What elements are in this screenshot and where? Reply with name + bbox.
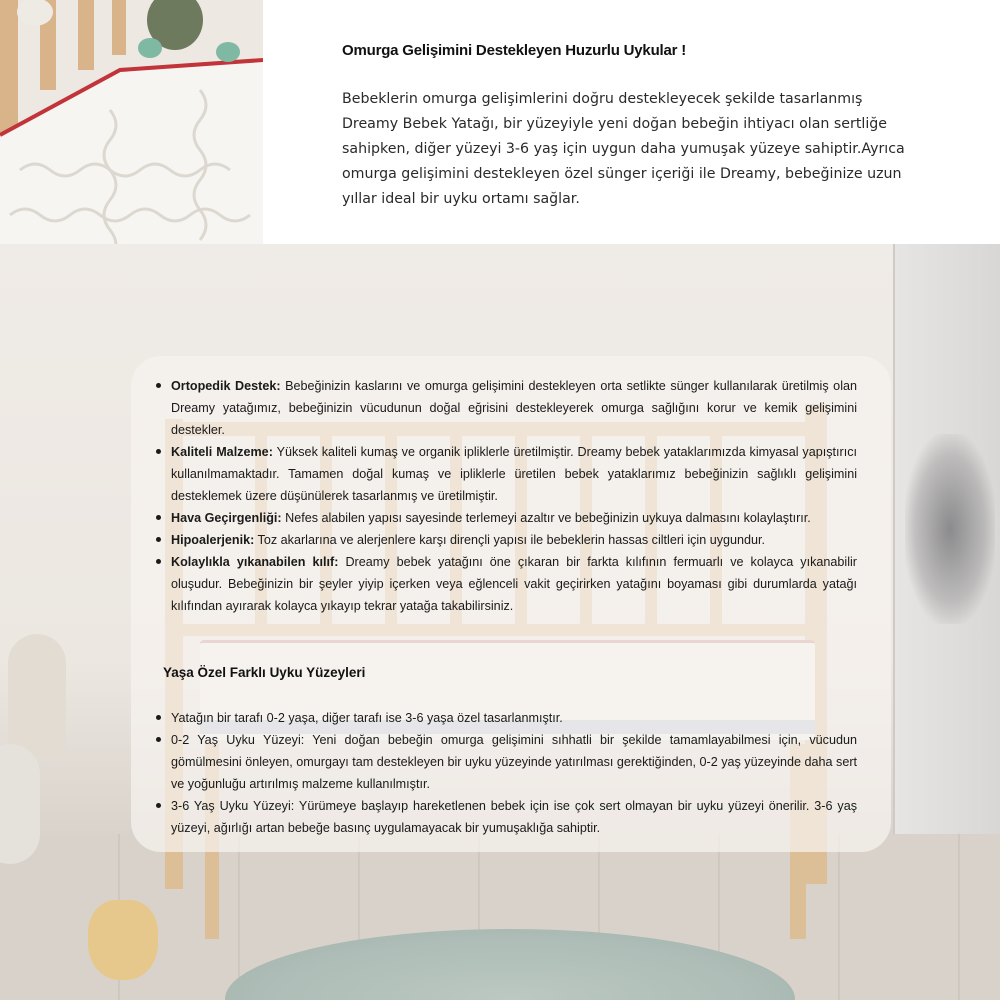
intro-title: Omurga Gelişimini Destekleyen Huzurlu Uykular ! [342, 42, 687, 59]
toy-duck [88, 900, 158, 980]
feature-text: Toz akarlarına ve alerjenlere karşı dirençli yapısı ile bebeklerin hassas ciltleri için uygundur. [254, 533, 766, 547]
surfaces-heading: Yaşa Özel Farklı Uyku Yüzeyleri [163, 665, 366, 680]
feature-label: Kolaylıkla yıkanabilen kılıf: [171, 555, 339, 569]
wall-paint-stroke [905, 434, 995, 624]
feature-text: Yüksek kaliteli kumaş ve organik ipliklerle üretilmiştir. Dreamy bebek yataklarımızda kimyasal yapıştırıcı kullanılmamaktadır. Tamamen doğal kumaş ve ipliklerle üretilen bebek yataklarımız bebeğinizin sağlıklı gelişimini desteklemek üzere düşünülerek tasarlanmış ve üretilmiştir. [171, 445, 857, 503]
feature-text: Nefes alabilen yapısı sayesinde terlemeyi azaltır ve bebeğinizin uykuya dalmasını kolaylaştırır. [281, 511, 811, 525]
feature-label: Hava Geçirgenliği: [171, 511, 282, 525]
rocket-decor [8, 634, 66, 754]
feature-label: Hipoalerjenik: [171, 533, 255, 547]
list-item: Yatağın bir tarafı 0-2 yaşa, diğer tarafı ise 3-6 yaşa özel tasarlanmıştır. [171, 707, 857, 729]
surfaces-list [171, 707, 857, 839]
feature-text: Dreamy bebek yatağını öne çıkaran bir farkta kılıfının fermuarlı ve kolayca yıkanabilir oluşudur. Bebeğinizin bir şeyler yiyip içerken veya eğlenceli vakit geçirirken yatağını boyaması gibi durumlarda yatağı kılıfından ayırarak kolayca yıkayıp tekrar yatağa takabilirsiniz. [171, 555, 857, 613]
pouf [0, 744, 40, 864]
list-item [171, 375, 857, 441]
list-item: 3-6 Yaş Uyku Yüzeyi: Yürümeye başlayıp hareketlenen bebek için ise çok sert olmayan bir uyku yüzeyi önerilir. 3-6 yaş yüzeyi, ağırlığı artan bebeğe basınç uygulamayacak bir yumuşaklığa sahiptir. [171, 795, 857, 839]
list-item [171, 507, 857, 529]
list-item [171, 529, 857, 551]
feature-label: Kaliteli Malzeme: [171, 445, 273, 459]
list-item [171, 551, 857, 617]
feature-label: Ortopedik Destek: [171, 379, 281, 393]
intro-body: Bebeklerin omurga gelişimlerini doğru destekleyecek şekilde tasarlanmış Dreamy Bebek Yatağı, bir yüzeyiyle yeni doğan bebeğin ihtiyacı olan sertliğe sahipken, diğer yüzeyi 3-6 yaş için uygun daha yumuşak yüzeye sahiptir.Ayrıca omurga gelişimini destekleyen özel sünger içeriği ile Dreamy, bebeğinize uzun yıllar ideal bir uyku ortamı sağlar. [342, 91, 905, 207]
list-item: 0-2 Yaş Uyku Yüzeyi: Yeni doğan bebeğin omurga gelişimini sıhhatli bir şekilde tamamlayabilmesi için, vücudun gömülmesini önleyen, omurgayı tam destekleyen bir uyku yüzeyinde yatırılması gerektiğinden, 0-2 yaş yüzeyinde daha sert ve yoğunluğu artırılmış malzeme kullanılmıştır. [171, 729, 857, 795]
feature-text: Bebeğinizin kaslarını ve omurga gelişimini destekleyen orta setlikte sünger kullanılarak üretilmiş olan Dreamy yatağımız, bebeğinizin vücudunun doğal eğrisini destekleyerek omurga sağlığını korur ve kemik gelişimini destekler. [171, 379, 857, 437]
list-item [171, 441, 857, 507]
features-list [171, 375, 857, 617]
intro-text-block [342, 42, 922, 212]
